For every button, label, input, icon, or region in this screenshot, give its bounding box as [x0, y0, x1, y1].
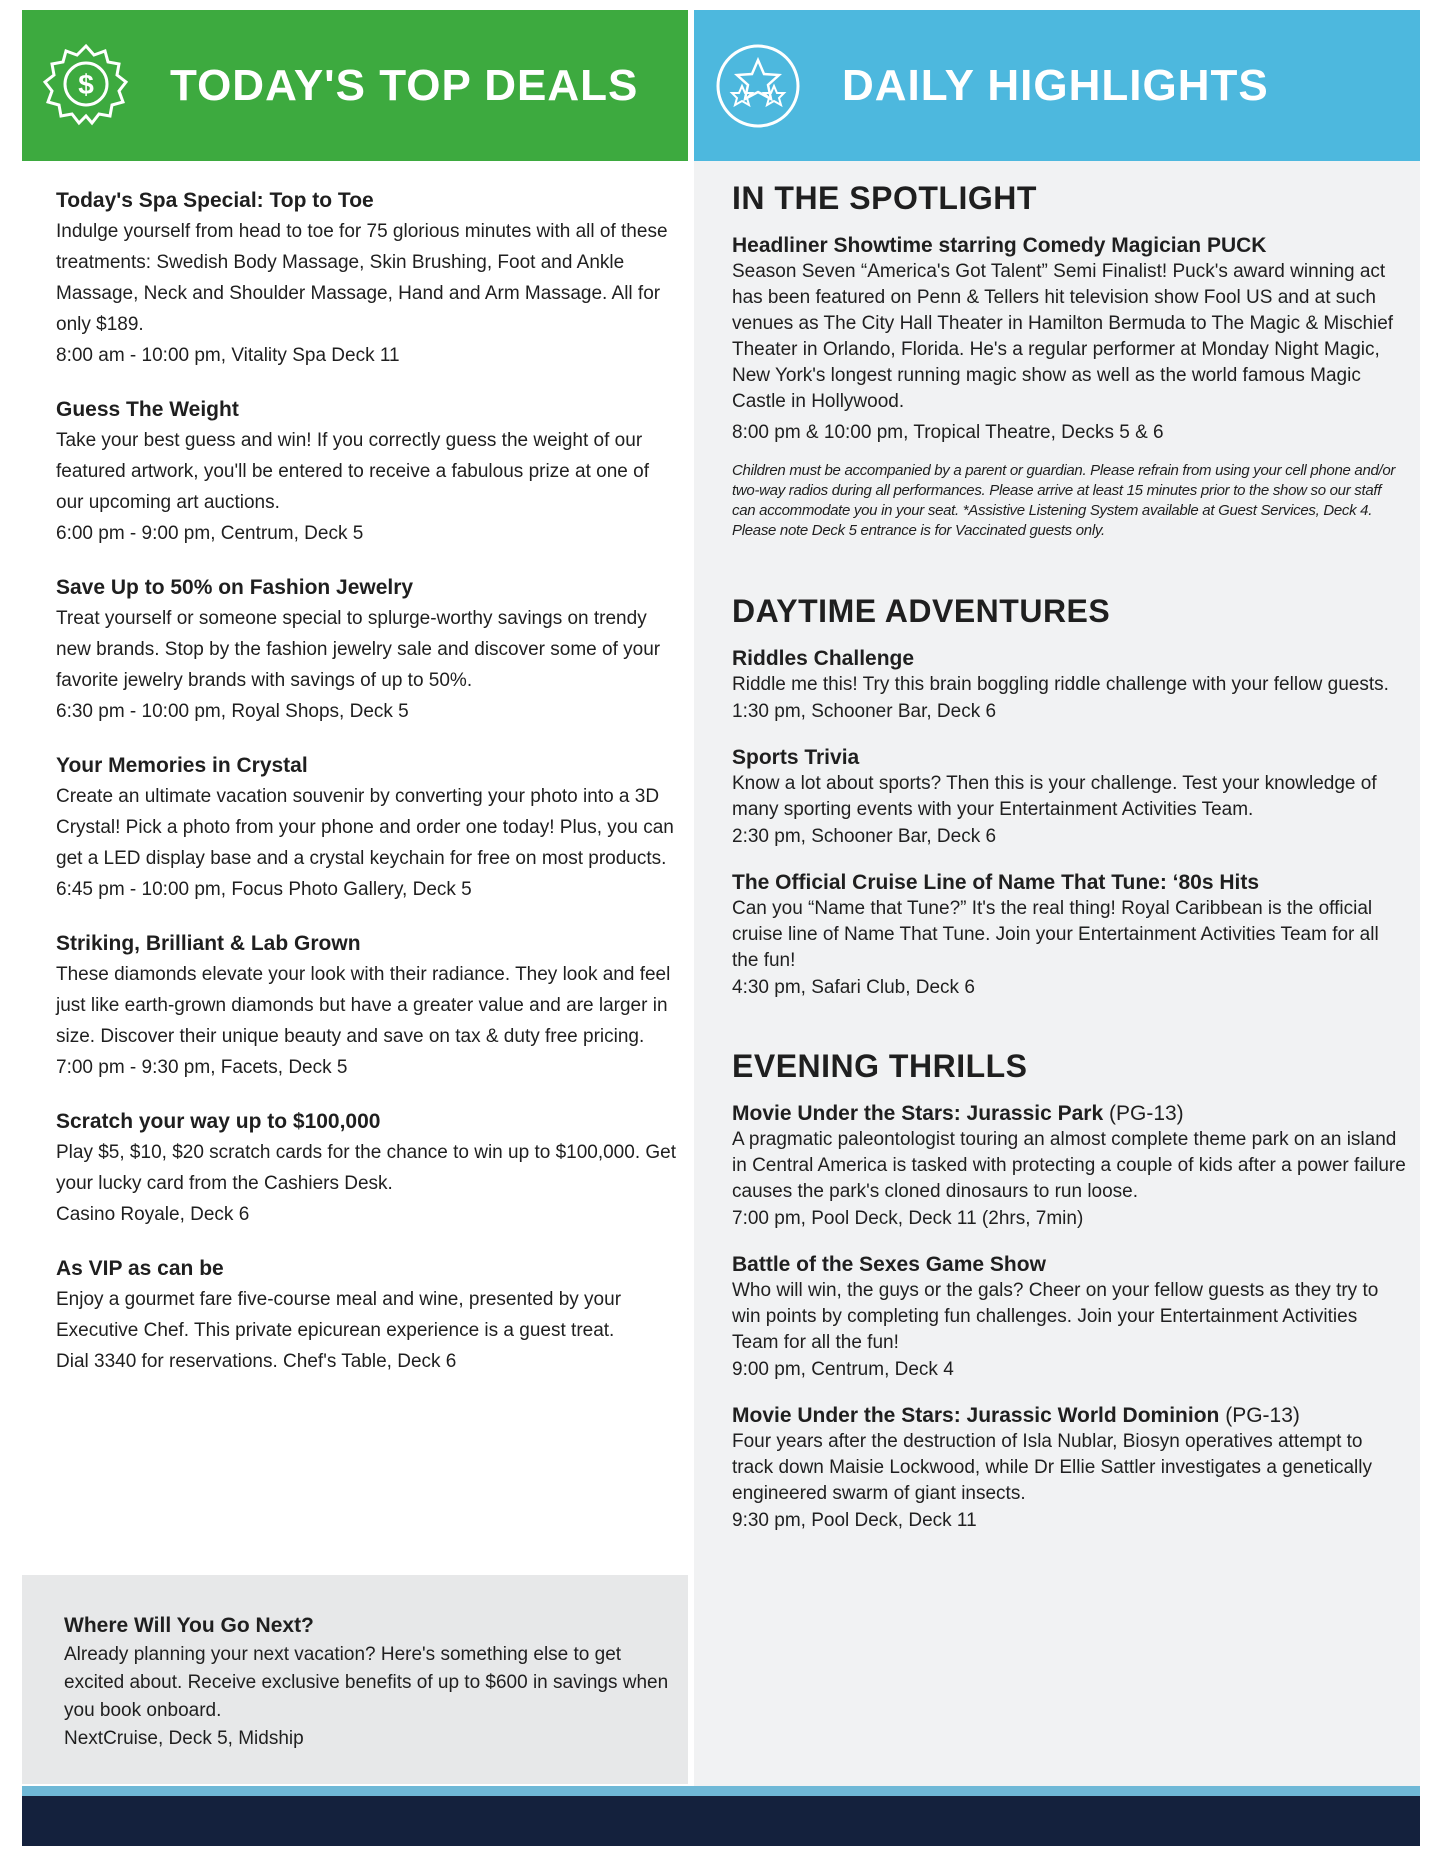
- deal-time-location: 6:30 pm - 10:00 pm, Royal Shops, Deck 5: [56, 701, 409, 722]
- deal-title: Guess The Weight: [56, 398, 239, 421]
- event-description: Know a lot about sports? Then this is your challenge. Test your knowledge of many sporting events with your Entertainment Activities Team.: [732, 773, 1377, 820]
- event-description: Who will win, the guys or the gals? Cheer on your fellow guests as they try to win points by completing fun challenges. Join your Entertainment Activities Team for all the fun!: [732, 1280, 1379, 1353]
- deal-description: Play $5, $10, $20 scratch cards for the chance to win up to $100,000. Get your lucky card from the Cashiers Desk.: [56, 1142, 676, 1194]
- deals-list: [56, 186, 681, 1401]
- deal-time-location: Casino Royale, Deck 6: [56, 1204, 250, 1225]
- event-description: Riddle me this! Try this brain boggling riddle challenge with your fellow guests.: [732, 674, 1389, 695]
- event-title: Movie Under the Stars: Jurassic World Dominion: [732, 1404, 1220, 1427]
- deal-title: Save Up to 50% on Fashion Jewelry: [56, 576, 414, 599]
- footer-accent-line: [22, 1786, 1420, 1796]
- spotlight-description: Season Seven “America's Got Talent” Semi Finalist! Puck's award winning act has been featured on Penn & Tellers hit television show Fool US and at such venues as The City Hall Theater in Hamilton Bermuda to The Magic & Mischief Theater in Orlando, Florida. He's a regular performer at Monday Night Magic, New York's longest running magic show as well as the world famous Magic Castle in Hollywood.: [732, 261, 1394, 412]
- deal-item: [56, 573, 681, 727]
- evening-item: [732, 1100, 1408, 1233]
- spotlight-title: Headliner Showtime starring Comedy Magician PUCK: [732, 234, 1267, 257]
- event-title-row: [732, 1402, 1408, 1429]
- daily-highlights-header: [694, 10, 1420, 161]
- event-time-location: 2:30 pm, Schooner Bar, Deck 6: [732, 826, 997, 847]
- daytime-heading: DAYTIME ADVENTURES: [732, 593, 1111, 629]
- event-time-location: 9:00 pm, Centrum, Deck 4: [732, 1359, 954, 1380]
- deal-title: Scratch your way up to $100,000: [56, 1110, 381, 1133]
- deal-time-location: 7:00 pm - 9:30 pm, Facets, Deck 5: [56, 1057, 348, 1078]
- deal-title: Your Memories in Crystal: [56, 754, 308, 777]
- deal-description: These diamonds elevate your look with their radiance. They look and feel just like earth-grown diamonds but have a greater value and are larger in size. Discover their unique beauty and save on tax & duty free pricing.: [56, 964, 671, 1047]
- evening-item: [732, 1402, 1408, 1535]
- deal-description: Enjoy a gourmet fare five-course meal and wine, presented by your Executive Chef. This private epicurean experience is a guest treat.: [56, 1289, 622, 1341]
- deal-title: Today's Spa Special: Top to Toe: [56, 189, 374, 212]
- top-deals-title: TODAY'S TOP DEALS: [170, 60, 639, 110]
- event-time-location: 4:30 pm, Safari Club, Deck 6: [732, 977, 975, 998]
- evening-item: [732, 1251, 1408, 1384]
- event-time-location: 1:30 pm, Schooner Bar, Deck 6: [732, 701, 997, 722]
- deal-item: [56, 1107, 681, 1230]
- deal-description: Create an ultimate vacation souvenir by converting your photo into a 3D Crystal! Pick a photo from your phone and order one today! Plus, you can get a LED display base and a crystal keychain for free on most products.: [56, 786, 674, 869]
- event-title-row: [732, 1100, 1408, 1127]
- spotlight-item: [732, 232, 1408, 447]
- deal-item: [56, 186, 681, 371]
- event-title: The Official Cruise Line of Name That Tune: ‘80s Hits: [732, 871, 1260, 894]
- deal-title: Striking, Brilliant & Lab Grown: [56, 932, 361, 955]
- promo-description: Already planning your next vacation? Here's something else to get excited about. Receive exclusive benefits of up to $600 in savings when you book onboard.: [64, 1644, 669, 1721]
- event-title-row: [732, 1251, 1408, 1278]
- highlights-list: [732, 178, 1408, 1553]
- top-deals-header: [22, 10, 688, 161]
- spotlight-time-location: 8:00 pm & 10:00 pm, Tropical Theatre, Decks 5 & 6: [732, 422, 1164, 443]
- top-deals-panel: [22, 10, 688, 1770]
- promo-title: Where Will You Go Next?: [64, 1614, 314, 1637]
- event-time-location: 7:00 pm, Pool Deck, Deck 11 (2hrs, 7min): [732, 1208, 1084, 1229]
- deal-time-location: 6:00 pm - 9:00 pm, Centrum, Deck 5: [56, 523, 364, 544]
- daily-highlights-panel: [694, 10, 1420, 1786]
- daytime-item: [732, 744, 1408, 851]
- next-cruise-promo: [22, 1575, 688, 1784]
- deal-item: [56, 1254, 681, 1377]
- event-title: Movie Under the Stars: Jurassic Park: [732, 1102, 1104, 1125]
- event-description: Four years after the destruction of Isla Nublar, Biosyn operatives attempt to track down Maisie Lockwood, while Dr Ellie Sattler investigates a genetically engineered swarm of giant insects.: [732, 1431, 1372, 1504]
- daytime-item: [732, 645, 1408, 726]
- deal-time-location: Dial 3340 for reservations. Chef's Table, Deck 6: [56, 1351, 457, 1372]
- deal-time-location: 6:45 pm - 10:00 pm, Focus Photo Gallery, Deck 5: [56, 879, 472, 900]
- performance-notice: Children must be accompanied by a parent or guardian. Please refrain from using your cell phone and/or two-way radios during all performances. Please arrive at least 15 minutes prior to the show so our staff can accommodate you in your seat. *Assistive Listening System available at Guest Services, Deck 4. Please note Deck 5 entrance is for Vaccinated guests only.: [732, 462, 1396, 539]
- evening-heading: EVENING THRILLS: [732, 1048, 1028, 1084]
- event-description: Can you “Name that Tune?” It's the real thing! Royal Caribbean is the official cruise line of Name That Tune. Join your Entertainment Activities Team for all the fun!: [732, 898, 1379, 971]
- event-title: Battle of the Sexes Game Show: [732, 1253, 1046, 1276]
- stars-badge-icon: [714, 42, 802, 130]
- deal-item: [56, 929, 681, 1083]
- spotlight-heading: IN THE SPOTLIGHT: [732, 180, 1037, 216]
- daily-highlights-title: DAILY HIGHLIGHTS: [842, 60, 1269, 110]
- deal-item: [56, 751, 681, 905]
- daytime-item: [732, 869, 1408, 1002]
- svg-text:$: $: [78, 68, 94, 100]
- deal-description: Indulge yourself from head to toe for 75 glorious minutes with all of these treatments: Swedish Body Massage, Skin Brushing, Foot and Ankle Massage, Neck and Shoulder Massage, Hand and Arm Massage. All for only $189.: [56, 221, 668, 335]
- deal-description: Take your best guess and win! If you correctly guess the weight of our featured artwork, you'll be entered to receive a fabulous prize at one of our upcoming art auctions.: [56, 430, 649, 513]
- promo-location: NextCruise, Deck 5, Midship: [64, 1728, 304, 1749]
- dollar-badge-icon: [42, 42, 130, 130]
- event-title: Sports Trivia: [732, 746, 860, 769]
- event-description: A pragmatic paleontologist touring an almost complete theme park on an island in Central America is tasked with protecting a couple of kids after a power failure causes the park's cloned dinosaurs to run loose.: [732, 1129, 1406, 1202]
- movie-rating: (PG-13): [1219, 1404, 1300, 1427]
- deal-item: [56, 395, 681, 549]
- footer-bar: [22, 1796, 1420, 1846]
- deal-title: As VIP as can be: [56, 1257, 224, 1280]
- deal-description: Treat yourself or someone special to splurge-worthy savings on trendy new brands. Stop by the fashion jewelry sale and discover some of your favorite jewelry brands with savings of up to 50%.: [56, 608, 661, 691]
- event-time-location: 9:30 pm, Pool Deck, Deck 11: [732, 1510, 977, 1531]
- movie-rating: (PG-13): [1103, 1102, 1184, 1125]
- deal-time-location: 8:00 am - 10:00 pm, Vitality Spa Deck 11: [56, 345, 400, 366]
- event-title: Riddles Challenge: [732, 647, 915, 670]
